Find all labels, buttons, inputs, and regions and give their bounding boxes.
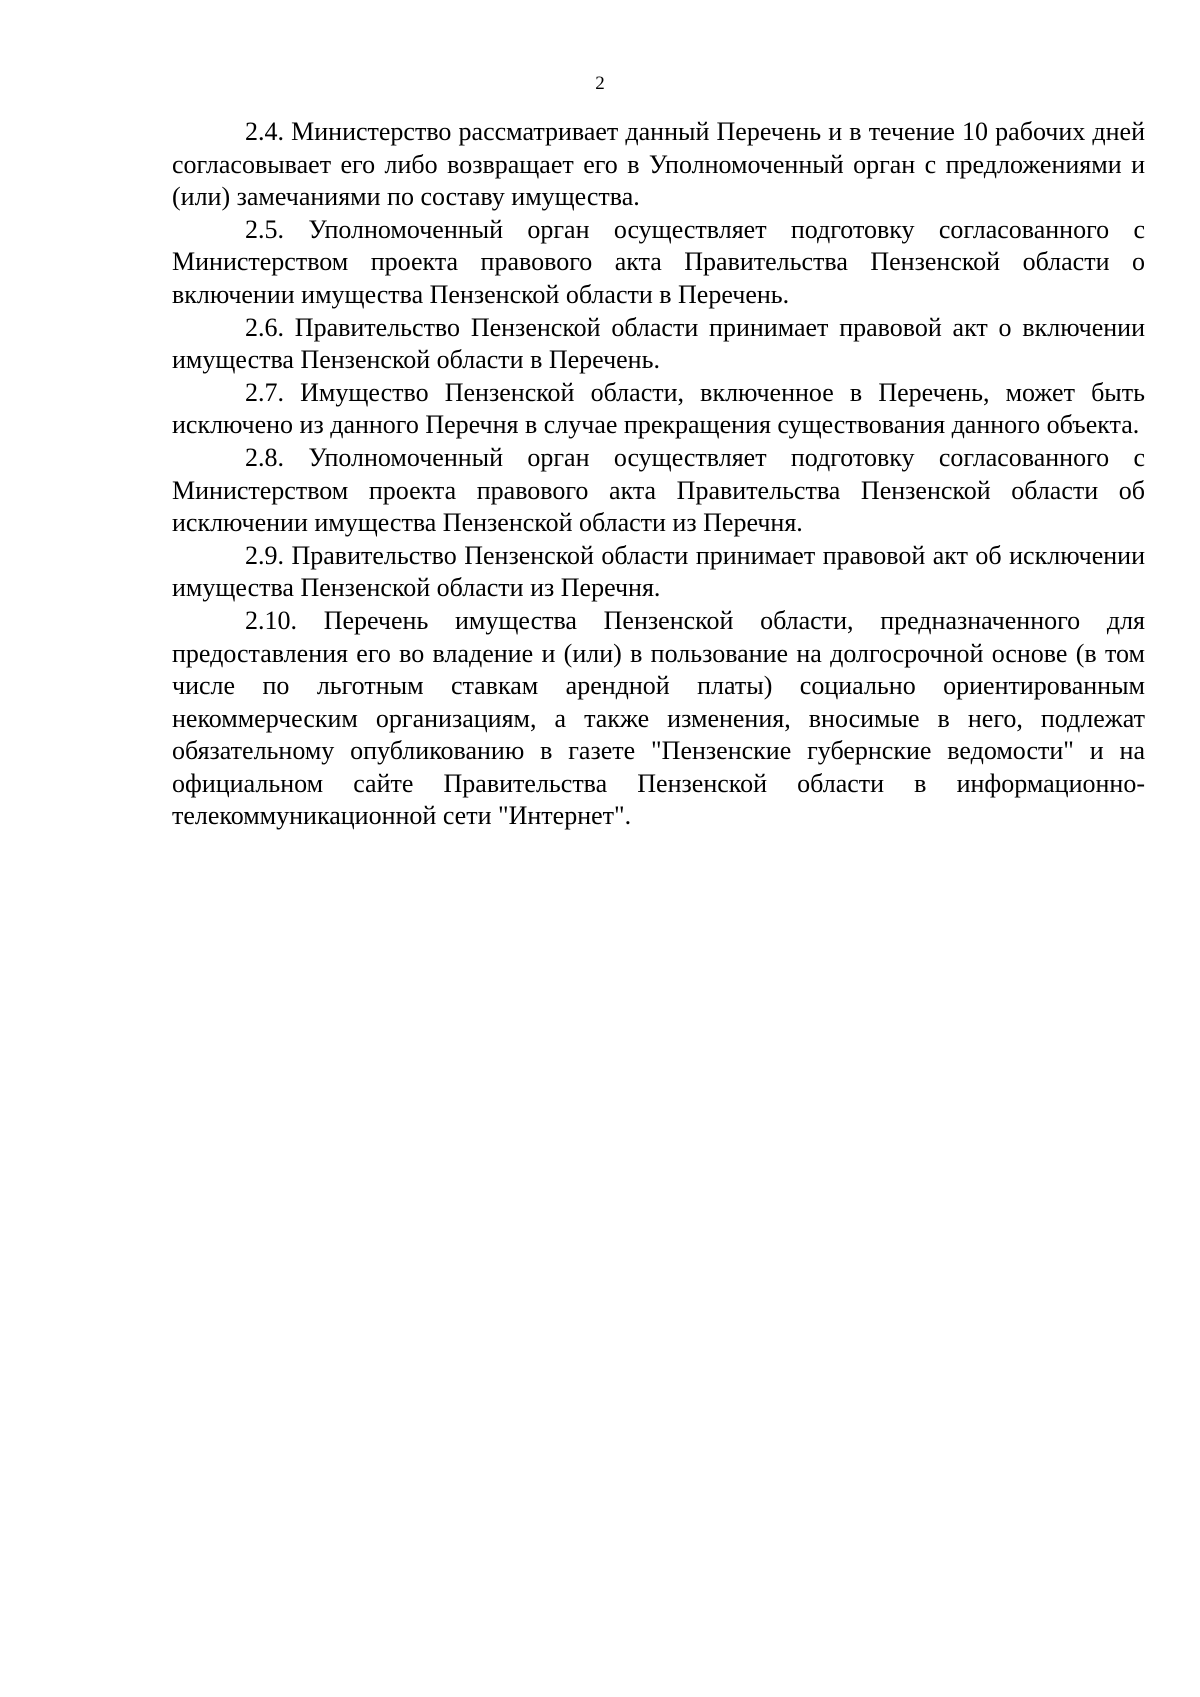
paragraph-2-4: 2.4. Министерство рассматривает данный Перечень и в течение 10 рабочих дней согласовывает его либо возвращает его в Уполномоченный орган с предложениями и (или) замечаниями по составу имущества. xyxy=(172,117,1145,212)
paragraph-2-5: 2.5. Уполномоченный орган осуществляет подготовку согласованного с Министерством проекта правового акта Правительства Пензенской области о включении имущества Пензенской области в Перечень. xyxy=(172,214,1145,309)
document-body xyxy=(172,116,1145,833)
paragraph-2-8: 2.8. Уполномоченный орган осуществляет подготовку согласованного с Министерством проекта правового акта Правительства Пензенской области об исключении имущества Пензенской области из Перечня. xyxy=(172,442,1145,538)
paragraph-2-6: 2.6. Правительство Пензенской области принимает правовой акт о включении имущества Пензенской области в Перечень. xyxy=(172,312,1145,375)
paragraph-2-9: 2.9. Правительство Пензенской области принимает правовой акт об исключении имущества Пензенской области из Перечня. xyxy=(172,540,1145,603)
paragraph-2-10: 2.10. Перечень имущества Пензенской области, предназначенного для предоставления его во владение и (или) в пользование на долгосрочной основе (в том числе по льготным ставкам арендной платы) социально ориентированным некоммерческим организациям, а также изменения, вносимые в него, подлежат обязательному опубликованию в газете "Пензенские губернские ведомости" и на официальном сайте Правительства Пензенской области в информационно-телекоммуникационной сети "Интернет". xyxy=(172,605,1145,831)
page-number: 2 xyxy=(595,73,605,94)
paragraph-2-7: 2.7. Имущество Пензенской области, включенное в Перечень, может быть исключено из данного Перечня в случае прекращения существования данного объекта. xyxy=(172,377,1145,440)
